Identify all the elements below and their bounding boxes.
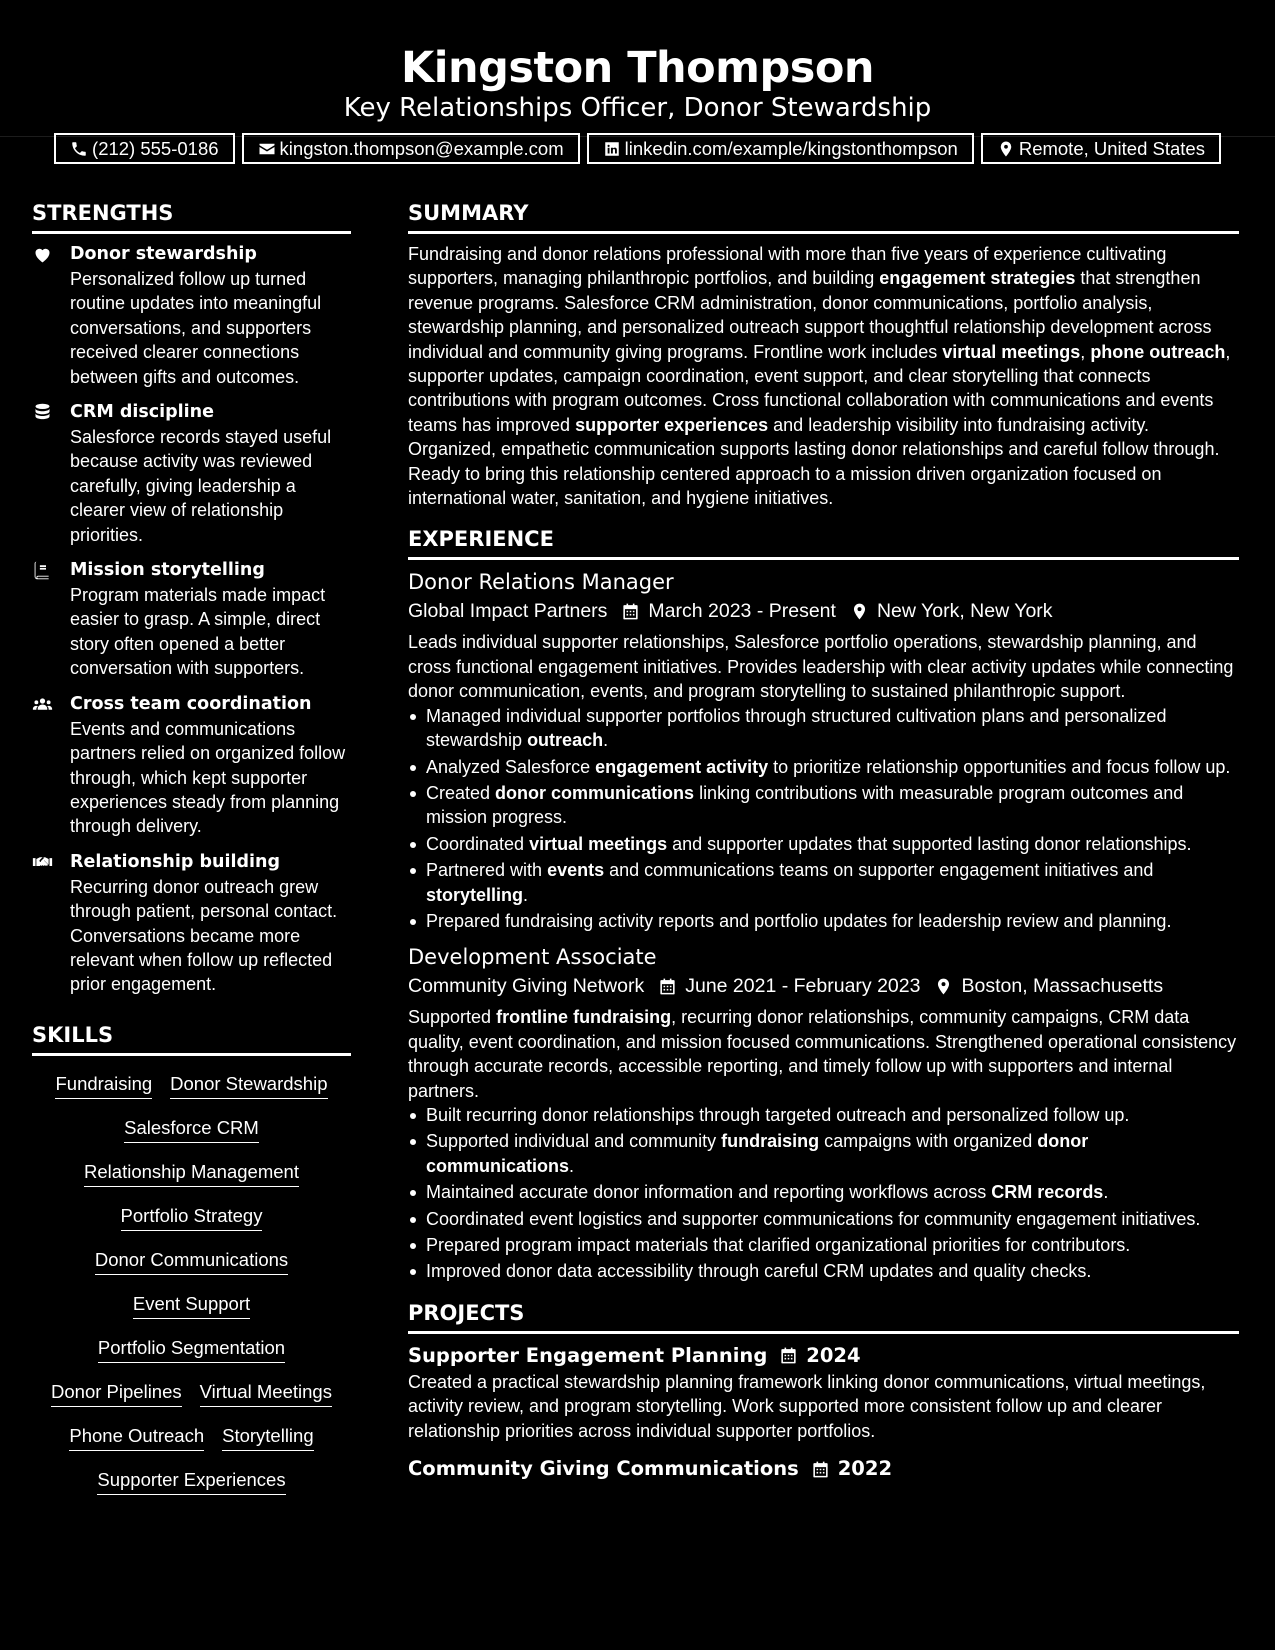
skills-heading: SKILLS <box>32 1018 351 1056</box>
job-meta <box>408 971 1239 1001</box>
strength-description: Personalized follow up turned routine updates into meaningful conversations, and supporters received clearer connections between gifts and outcomes. <box>70 269 322 387</box>
job-bullet: Built recurring donor relationships through targeted outreach and personalized follow up. <box>408 1103 1239 1127</box>
location-text: Remote, United States <box>1018 137 1205 159</box>
envelope-icon <box>258 140 276 158</box>
map-pin-icon <box>850 602 869 621</box>
database-icon <box>32 402 53 423</box>
strengths-heading: STRENGTHS <box>32 196 351 234</box>
project-title: Community Giving Communications <box>408 1457 799 1481</box>
contact-bar <box>0 133 1275 164</box>
strength-item <box>32 850 351 997</box>
book-icon <box>32 560 53 581</box>
job-title: Development Associate <box>408 945 657 970</box>
email-text: kingston.thompson@example.com <box>279 137 564 159</box>
experience-heading: EXPERIENCE <box>408 522 1239 560</box>
emphasis-text: storytelling <box>426 884 524 905</box>
skill-tag: Event Support <box>133 1292 250 1319</box>
emphasis-text: phone outreach <box>1090 341 1226 362</box>
skills-list <box>32 1064 351 1495</box>
calendar-icon <box>811 1460 830 1479</box>
job-bullet: Coordinated event logistics and supporter communications for community engagement initiatives. <box>408 1207 1239 1231</box>
strength-description: Recurring donor outreach grew through patient, personal contact. Conversations became more relevant when follow up reflected prior engagement. <box>70 876 338 995</box>
project-entry <box>408 1455 1239 1483</box>
job-dates: June 2021 - February 2023 <box>685 975 921 998</box>
linkedin-text: linkedin.com/example/kingstonthompson <box>624 137 958 159</box>
strength-title: Mission storytelling <box>70 560 265 581</box>
emphasis-text: engagement strategies <box>879 268 1076 289</box>
heart-icon <box>32 244 53 265</box>
map-pin-icon <box>997 140 1015 158</box>
job-bullet: Analyzed Salesforce engagement activity to prioritize relationship opportunities and focus follow up. <box>408 755 1239 779</box>
project-header <box>408 1455 1239 1483</box>
strength-title: Cross team coordination <box>70 693 312 714</box>
strength-title: Donor stewardship <box>70 244 257 264</box>
job-bullet: Supported individual and community fundraising campaigns with organized donor communications. <box>408 1129 1239 1178</box>
job-title: Donor Relations Manager <box>408 570 674 595</box>
job-location: Boston, Massachusetts <box>961 975 1164 998</box>
strength-item <box>32 242 351 389</box>
phone-text: (212) 555-0186 <box>92 137 219 159</box>
emphasis-text: virtual meetings <box>529 833 668 854</box>
skill-tag: Portfolio Segmentation <box>98 1336 285 1363</box>
strength-item <box>32 692 351 839</box>
phone-icon <box>70 140 88 158</box>
emphasis-text: supporter experiences <box>575 414 769 435</box>
resume-header <box>0 0 1275 159</box>
emphasis-text: donor communications <box>426 1131 1089 1176</box>
projects-heading: PROJECTS <box>408 1296 1239 1334</box>
job-bullet: Created donor communications linking contributions with measurable program outcomes and mission progress. <box>408 781 1239 830</box>
skill-tag: Fundraising <box>55 1072 152 1099</box>
location-chip[interactable] <box>981 133 1221 164</box>
project-year: 2024 <box>806 1343 861 1367</box>
job-location: New York, New York <box>876 600 1053 623</box>
candidate-title: Key Relationships Officer, Donor Stewardship <box>343 93 932 123</box>
project-header <box>408 1342 1239 1370</box>
skill-tag: Salesforce CRM <box>124 1116 259 1143</box>
emphasis-text: frontline fundraising <box>496 1007 672 1028</box>
skill-tag: Supporter Experiences <box>97 1468 285 1495</box>
strength-item <box>32 558 351 681</box>
phone-chip[interactable] <box>54 133 235 164</box>
emphasis-text: outreach <box>527 730 604 751</box>
linkedin-chip[interactable] <box>587 133 974 164</box>
strength-item <box>32 400 351 547</box>
project-year: 2022 <box>837 1457 893 1481</box>
project-title: Supporter Engagement Planning <box>408 1343 768 1367</box>
email-chip[interactable] <box>242 133 580 164</box>
handshake-icon <box>32 852 53 873</box>
map-pin-icon <box>934 977 953 996</box>
company-name: Community Giving Network <box>408 975 645 998</box>
skill-tag: Storytelling <box>222 1424 314 1451</box>
job-bullet: Maintained accurate donor information and reporting workflows across CRM records. <box>408 1180 1239 1204</box>
skill-tag: Donor Communications <box>95 1248 288 1275</box>
skill-tag: Portfolio Strategy <box>121 1204 263 1231</box>
job-dates: March 2023 - Present <box>648 600 836 623</box>
project-entry <box>408 1342 1239 1443</box>
skill-tag: Phone Outreach <box>69 1424 204 1451</box>
job-bullet: Prepared program impact materials that clarified organizational priorities for contributors. <box>408 1233 1239 1257</box>
strength-title: CRM discipline <box>70 402 214 423</box>
linkedin-icon <box>603 140 621 158</box>
candidate-name: Kingston Thompson <box>400 43 875 93</box>
strength-title: Relationship building <box>70 851 280 872</box>
skill-tag: Virtual Meetings <box>200 1380 332 1407</box>
job-bullet: Partnered with events and communications teams on supporter engagement initiatives and storytelling. <box>408 858 1239 907</box>
emphasis-text: events <box>547 860 605 881</box>
job-meta <box>408 596 1239 626</box>
job-bullet: Coordinated virtual meetings and supporter updates that supported lasting donor relationships. <box>408 832 1239 856</box>
right-column <box>408 196 1239 1483</box>
summary-text: Fundraising and donor relations professional with more than five years of experience cultivating supporters, managing philanthropic portfolios, and building engagement strategies that strengthen revenue programs. Salesforce CRM administration, donor communications, portfolio analysis, stewardship planning, and personalized outreach support thoughtful relationship development across individual and community giving programs. Frontline work includes virtual meetings, phone outreach, supporter updates, campaign coordination, event support, and clear storytelling that connects contributions with program outcomes. Cross functional collaboration with communications and events teams has improved supporter experiences and leadership visibility into fundraising activity. Organized, empathetic communication supports lasting donor relationships and careful follow through. Ready to bring this relationship centered approach to a mission driven organization focused on international water, sanitation, and hygiene initiatives. <box>408 244 1231 509</box>
job-bullet: Improved donor data accessibility through careful CRM updates and quality checks. <box>408 1259 1239 1283</box>
job-entry <box>408 568 1239 933</box>
calendar-icon <box>658 977 677 996</box>
calendar-icon <box>779 1346 798 1365</box>
job-bullet: Prepared fundraising activity reports and portfolio updates for leadership review and planning. <box>408 909 1239 933</box>
job-summary: Supported frontline fundraising, recurring donor relationships, community campaigns, CRM data quality, event coordination, and mission focused communications. Strengthened operational consistency through accurate records, accessible reporting, and timely follow up with supporters and internal partners. <box>408 1007 1237 1101</box>
summary-heading: SUMMARY <box>408 196 1239 234</box>
strength-description: Program materials made impact easier to grasp. A simple, direct story often opened a better conversation with supporters. <box>70 585 326 679</box>
left-column <box>32 196 351 1512</box>
skill-tag: Relationship Management <box>84 1160 299 1187</box>
job-entry <box>408 943 1239 1283</box>
job-bullet: Managed individual supporter portfolios through structured cultivation plans and personalized stewardship outreach. <box>408 704 1239 753</box>
emphasis-text: virtual meetings <box>942 341 1081 362</box>
emphasis-text: CRM records <box>991 1182 1104 1203</box>
calendar-icon <box>621 602 640 621</box>
strength-description: Events and communications partners relied on organized follow through, which kept supporter experiences steady from planning through delivery. <box>70 718 346 837</box>
users-icon <box>32 694 53 715</box>
company-name: Global Impact Partners <box>408 600 608 623</box>
job-bullets <box>408 704 1239 934</box>
job-summary: Leads individual supporter relationships, Salesforce portfolio operations, stewardship planning, and cross functional engagement initiatives. Provides leadership with clear activity updates while connecting donor communication, events, and program storytelling to sustained philanthropic support. <box>408 632 1234 702</box>
emphasis-text: engagement activity <box>595 756 769 777</box>
job-bullets <box>408 1103 1239 1284</box>
project-description: Created a practical stewardship planning framework linking donor communications, virtual meetings, activity review, and program storytelling. Work supported more consistent follow up and clearer relationship priorities across individual supporter portfolios. <box>408 1371 1206 1441</box>
strength-description: Salesforce records stayed useful because activity was reviewed carefully, giving leadership a clearer view of relationship priorities. <box>70 427 332 545</box>
emphasis-text: fundraising <box>721 1131 820 1152</box>
skill-tag: Donor Pipelines <box>51 1380 182 1407</box>
skill-tag: Donor Stewardship <box>170 1072 327 1099</box>
emphasis-text: donor communications <box>495 782 695 803</box>
